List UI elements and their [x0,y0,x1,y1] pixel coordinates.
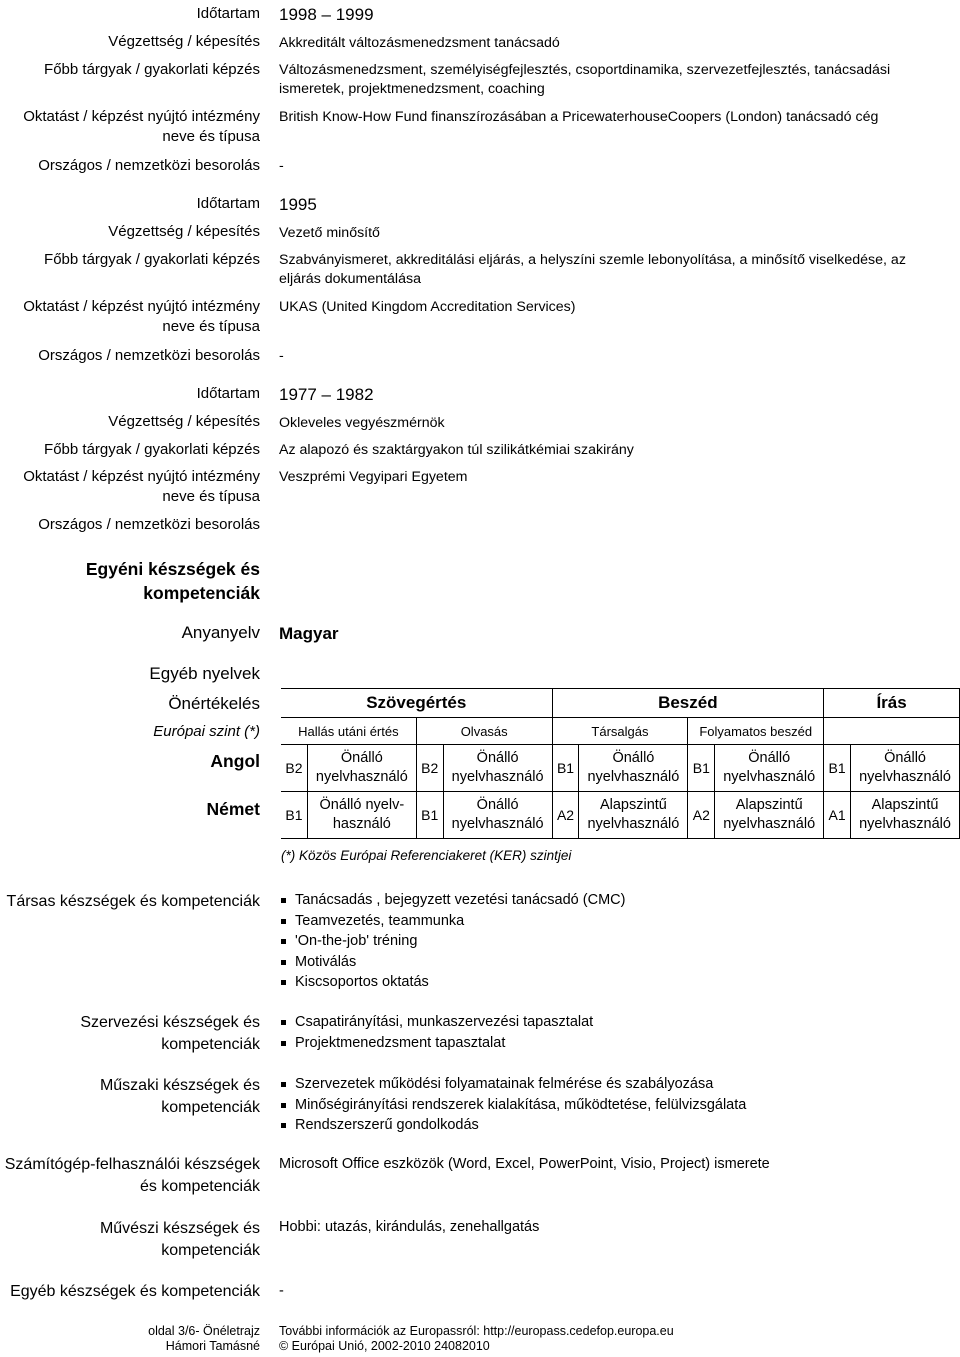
language-footnote: (*) Közös Európai Referenciakeret (KER) szintjei [281,848,572,863]
other-languages-label: Egyéb nyelvek [149,664,260,683]
list-item: Csapatirányítási, munkaszervezési tapasztalat [279,1012,949,1033]
qualification-value: Vezető minősítő [279,225,380,241]
institution-value: British Know-How Fund finanszírozásában a PricewaterhouseCoopers (London) tanácsadó cég [279,109,879,125]
list-item: Minőségirányítási rendszerek kialakítása, működtetése, felülvizsgálata [279,1095,949,1116]
list-item: Szervezetek működési folyamatainak felmérése és szabályozása [279,1074,949,1095]
list-item: Teamvezetés, teammunka [279,911,949,932]
footer-page-info [148,1324,260,1354]
page-number: oldal 3/6- Önéletrajz [148,1324,260,1338]
level-description: Önálló nyelvhasználó [443,745,552,792]
subjects-label: Főbb tárgyak / gyakorlati képzés [44,441,260,458]
organisational-skills-label: Szervezési készségek és kompetenciák [80,1014,260,1053]
list-item: 'On-the-job' tréning [279,931,949,952]
mother-tongue-label: Anyanyelv [181,623,260,642]
qualification-label: Végzettség / képesítés [108,223,260,240]
level-code: A2 [688,792,715,839]
table-row [281,792,960,839]
footer-europass-info [279,1324,949,1354]
level-description: Önálló nyelvhasználó [579,745,688,792]
group-header: Beszéd [552,689,824,718]
level-description: Önálló nyelv- használó [307,792,416,839]
copyright: © Európai Unió, 2002-2010 24082010 [279,1339,490,1353]
subjects-label: Főbb tárgyak / gyakorlati képzés [44,61,260,78]
social-skills-label: Társas készségek és kompetenciák [6,893,260,910]
european-level-label: Európai szint (*) [153,723,260,740]
qualification-value: Okleveles vegyészmérnök [279,415,445,431]
level-description: Önálló nyelvhasználó [715,745,824,792]
qualification-label: Végzettség / képesítés [108,33,260,50]
subheader: Hallás utáni értés [281,718,416,745]
duration-value: 1977 – 1982 [279,385,374,404]
organisational-skills-list [279,1012,949,1053]
other-skills-value: - [279,1283,284,1299]
institution-label: Oktatást / képzést nyújtó intézmény neve és típusa [23,108,260,145]
skills-heading: Egyéni készségek és kompetenciák [85,559,260,603]
language-name-angol: Angol [210,751,260,771]
subheader: Társalgás [552,718,688,745]
level-description: Önálló nyelvhasználó [851,745,960,792]
subheader: Folyamatos beszéd [688,718,824,745]
list-item: Rendszerszerű gondolkodás [279,1115,949,1136]
subheader: Olvasás [416,718,552,745]
level-description: Önálló nyelvhasználó [307,745,416,792]
list-item: Motiválás [279,952,949,973]
institution-label: Oktatást / képzést nyújtó intézmény neve és típusa [23,298,260,335]
technical-skills-list [279,1074,949,1136]
level-code: A1 [824,792,851,839]
duration-value: 1998 – 1999 [279,5,374,24]
level-description: Alapszintű nyelvhasználó [715,792,824,839]
artistic-skills-label: Művészi készségek és kompetenciák [99,1220,260,1259]
list-item: Kiscsoportos oktatás [279,972,949,993]
level-code: B1 [281,792,307,839]
subjects-value: Változásmenedzsment, személyiségfejlesztés, csoportdinamika, szervezetfejlesztés, tanácsadási ismeretek, projektmenedzsment, coaching [279,62,891,97]
mother-tongue-value: Magyar [279,624,339,643]
level-code: B1 [416,792,443,839]
qualification-value: Akkreditált változásmenedzsment tanácsadó [279,35,560,51]
duration-value: 1995 [279,195,317,214]
duration-label: Időtartam [196,385,260,402]
qualification-label: Végzettség / képesítés [108,413,260,430]
level-code: B1 [552,745,579,792]
duration-label: Időtartam [196,195,260,212]
other-skills-label: Egyéb készségek és kompetenciák [10,1283,260,1300]
europass-link[interactable]: További információk az Europassról: http://europass.cedefop.europa.eu [279,1324,674,1338]
group-header: Szövegértés [281,689,552,718]
level-description: Alapszintű nyelvhasználó [579,792,688,839]
list-item: Tanácsadás , bejegyzett vezetési tanácsadó (CMC) [279,890,949,911]
subheader [824,718,960,745]
computer-skills-label: Számítógép-felhasználói készségek és kompetenciák [4,1156,260,1195]
level-code: A2 [552,792,579,839]
institution-label: Oktatást / képzést nyújtó intézmény neve és típusa [23,468,260,505]
table-row [281,745,960,792]
level-label: Országos / nemzetközi besorolás [38,516,260,533]
duration-label: Időtartam [196,5,260,22]
level-code: B2 [416,745,443,792]
level-code: B1 [824,745,851,792]
level-code: B1 [688,745,715,792]
self-assessment-label: Önértékelés [168,694,260,713]
level-label: Országos / nemzetközi besorolás [38,347,260,364]
language-table [281,688,960,839]
subjects-value: Szabványismeret, akkreditálási eljárás, a helyszíni szemle lebonyolítása, a minősítő viselkedése, az eljárás dokumentálása [279,252,906,287]
author-name: Hámori Tamásné [165,1339,260,1353]
artistic-skills-value: Hobbi: utazás, kirándulás, zenehallgatás [279,1219,540,1235]
level-description: Önálló nyelvhasználó [443,792,552,839]
level-code: B2 [281,745,307,792]
subjects-label: Főbb tárgyak / gyakorlati képzés [44,251,260,268]
level-description: Alapszintű nyelvhasználó [851,792,960,839]
subjects-value: Az alapozó és szaktárgyakon túl szilikátkémiai szakirány [279,442,634,458]
institution-value: Veszprémi Vegyipari Egyetem [279,469,468,485]
group-header: Írás [824,689,960,718]
level-value: - [279,158,284,174]
institution-value: UKAS (United Kingdom Accreditation Services) [279,299,576,315]
language-name-nemet: Német [206,799,260,819]
level-label: Országos / nemzetközi besorolás [38,157,260,174]
social-skills-list [279,890,949,993]
technical-skills-label: Műszaki készségek és kompetenciák [99,1077,260,1116]
computer-skills-value: Microsoft Office eszközök (Word, Excel, PowerPoint, Visio, Project) ismerete [279,1156,770,1172]
list-item: Projektmenedzsment tapasztalat [279,1033,949,1054]
level-value: - [279,348,284,364]
